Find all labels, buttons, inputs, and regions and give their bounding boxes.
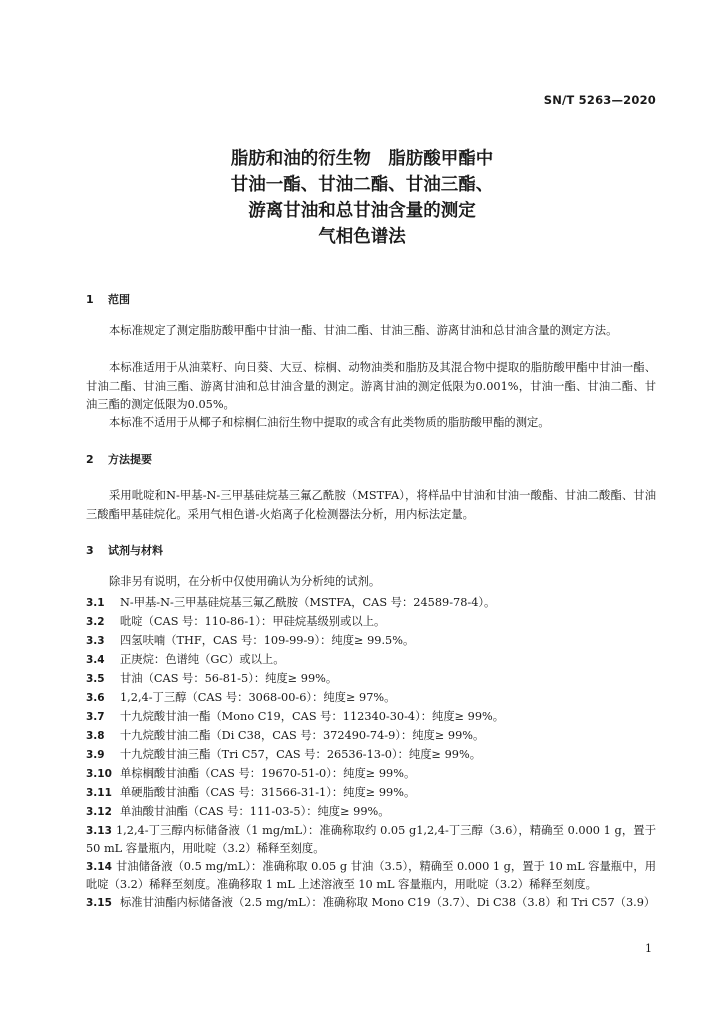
reagent-item — [86, 708, 656, 726]
reagent-number: 3.3 — [86, 635, 105, 647]
reagent-text: 单油酸甘油酯（CAS 号：111-03-5）：纯度≥ 99%。 — [120, 805, 390, 818]
reagent-text: 正庚烷：色谱纯（GC）或以上。 — [120, 653, 285, 666]
reagent-item — [86, 727, 656, 745]
reagents-intro: 除非另有说明，在分析中仅使用确认为分析纯的试剂。 — [109, 575, 381, 588]
section-number: 1 — [86, 293, 94, 306]
reagent-item — [86, 746, 656, 764]
reagent-text: 四氢呋喃（THF，CAS 号：109-99-9）：纯度≥ 99.5%。 — [120, 634, 415, 647]
title-line: 游离甘油和总甘油含量的测定 — [248, 201, 476, 221]
scope-paragraph: 本标准不适用于从椰子和棕榈仁油衍生物中提取的或含有此类物质的脂肪酸甲酯的测定。 — [109, 416, 550, 429]
reagent-item — [86, 765, 656, 783]
reagent-text: 吡啶（CAS 号：110-86-1）：甲硅烷基级别或以上。 — [120, 615, 386, 628]
reagent-number: 3.9 — [86, 749, 105, 761]
reagent-item — [86, 632, 656, 650]
section-number: 3 — [86, 544, 94, 557]
document-title — [0, 146, 724, 250]
reagent-text: 1,2,4-丁三醇（CAS 号：3068-00-6）：纯度≥ 97%。 — [120, 691, 396, 704]
reagent-number: 3.1 — [86, 597, 105, 609]
section-title: 方法提要 — [108, 453, 152, 466]
scope-paragraph: 本标准规定了测定脂肪酸甲酯中甘油一酯、甘油二酯、甘油三酯、游离甘油和总甘油含量的测定方法。 — [109, 324, 618, 337]
standard-code: SN/T 5263—2020 — [543, 93, 656, 107]
reagent-item — [86, 822, 656, 858]
reagent-item — [86, 651, 656, 669]
reagent-text: 十九烷酸甘油二酯（Di C38，CAS 号：372490-74-9）：纯度≥ 99%。 — [120, 729, 485, 742]
section-title: 试剂与材料 — [108, 544, 163, 557]
reagent-item — [86, 784, 656, 802]
page-number: 1 — [645, 942, 652, 955]
reagent-number: 3.13 — [86, 825, 112, 837]
reagent-item — [86, 894, 656, 912]
title-line: 脂肪和油的衍生物 脂肪酸甲酯中 — [230, 149, 494, 169]
reagent-text: 标准甘油酯内标储备液（2.5 mg/mL）：准确称取 Mono C19（3.7）、Di C38（3.8）和 Tri C57（3.9） — [120, 896, 656, 909]
title-line: 甘油一酯、甘油二酯、甘油三酯、 — [230, 175, 494, 195]
reagent-number: 3.8 — [86, 730, 105, 742]
scope-paragraph: 本标准适用于从油菜籽、向日葵、大豆、棕榈、动物油类和脂肪及其混合物中提取的脂肪酸甲酯中甘油一酯、甘油二酯、甘油三酯、游离甘油和总甘油含量的测定。游离甘油的测定低限为0.001%，甘油一酯、甘油二酯、甘油三酯的测定低限为0.05%。 — [86, 361, 656, 411]
reagent-text: 十九烷酸甘油三酯（Tri C57，CAS 号：26536-13-0）：纯度≥ 99%。 — [120, 748, 481, 761]
section-heading-reagents — [86, 542, 163, 558]
reagent-item — [86, 594, 656, 612]
reagent-text: 十九烷酸甘油一酯（Mono C19，CAS 号：112340-30-4）：纯度≥ 99%。 — [120, 710, 505, 723]
reagent-item — [86, 613, 656, 631]
reagent-number: 3.6 — [86, 692, 105, 704]
reagent-number: 3.11 — [86, 787, 112, 799]
section-number: 2 — [86, 453, 94, 466]
reagent-number: 3.12 — [86, 806, 112, 818]
reagent-text: 单硬脂酸甘油酯（CAS 号：31566-31-1）：纯度≥ 99%。 — [120, 786, 416, 799]
section-heading-scope — [86, 291, 130, 307]
section-title: 范围 — [108, 293, 130, 306]
reagent-text: 甘油（CAS 号：56-81-5）：纯度≥ 99%。 — [120, 672, 338, 685]
reagent-item — [86, 803, 656, 821]
reagent-number: 3.15 — [86, 897, 112, 909]
section-heading-method — [86, 451, 152, 467]
reagent-number: 3.2 — [86, 616, 105, 628]
reagent-text: 单棕榈酸甘油酯（CAS 号：19670-51-0）：纯度≥ 99%。 — [120, 767, 416, 780]
reagent-text: 1,2,4-丁三醇内标储备液（1 mg/mL）：准确称取约 0.05 g1,2,4-丁三醇（3.6），精确至 0.000 1 g，置于 50 mL 容量瓶内，用吡啶（3.2）稀释至刻度。 — [86, 824, 656, 855]
reagent-number: 3.5 — [86, 673, 105, 685]
reagent-text: N-甲基-N-三甲基硅烷基三氟乙酰胺（MSTFA，CAS 号：24589-78-4）。 — [120, 596, 496, 609]
reagent-number: 3.7 — [86, 711, 105, 723]
reagent-number: 3.14 — [86, 861, 112, 873]
reagent-number: 3.4 — [86, 654, 105, 666]
reagent-item — [86, 858, 656, 894]
reagent-item — [86, 670, 656, 688]
reagent-item — [86, 689, 656, 707]
method-paragraph: 采用吡啶和N-甲基-N-三甲基硅烷基三氟乙酰胺（MSTFA），将样品中甘油和甘油一酸酯、甘油二酸酯、甘油三酸酯甲基硅烷化。采用气相色谱-火焰离子化检测器法分析，用内标法定量。 — [86, 489, 656, 521]
title-line: 气相色谱法 — [318, 227, 406, 247]
reagent-text: 甘油储备液（0.5 mg/mL）：准确称取 0.05 g 甘油（3.5），精确至 0.000 1 g，置于 10 mL 容量瓶中，用吡啶（3.2）稀释至刻度。准确移取 1 mL 上述溶液至 10 mL 容量瓶内，用吡啶（3.2）稀释至刻度。 — [86, 860, 656, 891]
reagent-number: 3.10 — [86, 768, 112, 780]
